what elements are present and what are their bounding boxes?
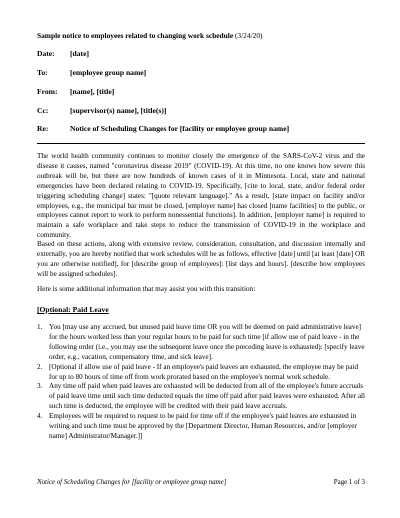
memo-re-row [37,124,290,133]
memo-re-value: Notice of Scheduling Changes for [facility or employee group name] [70,124,290,133]
memo-to-row [37,68,147,77]
memo-cc-value: [supervisor(s) name], [title(s)] [70,106,167,115]
memo-to-label: To: [37,68,48,77]
schedule-paragraph: Based on these actions, along with extensive review, consideration, consultation, and discussion internally and externally, you are hereby notified that work schedules will be as follows, effective [date] until [at least [date] OR you are otherwise notified], for [describe group of employees]: [list days and hours]. [describe how employees will be assigned schedules]. [37,240,365,278]
memo-from-label: From: [37,87,58,96]
section-heading: [Optional: Paid Leave [37,305,109,314]
list-item-number: 4. [37,412,43,421]
title-date: (3/24/20) [233,31,263,40]
title-text: Sample notice to employees related to changing work schedule [37,31,234,40]
footer-title: Notice of Scheduling Changes for [facility or employee group name] [37,479,227,486]
list-item [37,323,365,363]
list-item [37,382,365,412]
list-item [37,363,365,383]
memo-from-value: [name], [title] [70,87,115,96]
list-item-text: [Optional if allow use of paid leave - If an employee's paid leaves are exhausted, the employee may be paid for up to 80 hours of time off from work prorated based on the employee's normal work schedule. [49,362,359,381]
list-item-number: 3. [37,382,43,391]
header-divider [37,143,365,144]
list-item-number: 1. [37,323,43,331]
memo-re-label: Re: [37,124,49,133]
memo-date-row [37,49,89,58]
document-title [37,31,262,40]
additional-info-paragraph: Here is some additional information that may assist you with this transition: [37,285,256,293]
memo-from-row [37,87,115,96]
memo-to-value: [employee group name] [70,68,147,77]
memo-cc-label: Cc: [37,106,49,115]
page-number: Page 1 of 3 [333,479,365,486]
list-item-text: Any time off paid when paid leaves are exhausted will be deducted from all of the employee's future accruals of paid leave time until such time deducted equals the time off paid after paid leaves were exhausted. After all such time is deducted, the employee will be credited with their paid leave accruals. [49,382,365,411]
memo-date-label: Date: [37,49,55,58]
list-item [37,412,365,442]
memo-cc-row [37,106,167,115]
memo-date-value: [date] [70,49,89,58]
list-item-text: Employees will be required to request to be paid for time off if the employee's paid leaves are exhausted in writing and such time must be approved by the [Department Director, Human Resources, and/or [employer name] Administrator/Manager.]] [49,412,357,440]
paid-leave-list [37,323,365,442]
list-item-number: 2. [37,362,43,371]
intro-paragraph: The world health community continues to monitor closely the emergence of the SARS-CoV-2 virus and the disease it causes, named "coronavirus disease 2019" (COVID-19). At this time, no one knows how severe this outbreak will be, but there are now hundreds of known cases of it in Minnesota. Local, state and national emergencies have been declared relating to COVID-19. Specifically, [cite to local, state, and/or federal order triggering scheduling change] states: "[quote relevant language]." As a result, [state impact on facility and/or employees, e.g., the municipal bar must be closed, [employer name] has closed [name facilities] to the public, or employees cannot report to work to perform nonessential functions]. In addition, [employer name] is required to maintain a safe workplace and take steps to reduce the transmission of COVID-19 in the workplace and community. [37,152,365,240]
list-item-text: You [may use any accrued, but unused paid leave time OR you will be deemed on paid administrative leave] for the hours worked less than your regular hours to be paid for such time [if allow use of paid leave - in the following order (i.e., you may use the subsequent leave once the preceding leave is exhausted): [specify leave order, e.g., vacation, compensatory time, and sick leave]. [49,323,365,361]
